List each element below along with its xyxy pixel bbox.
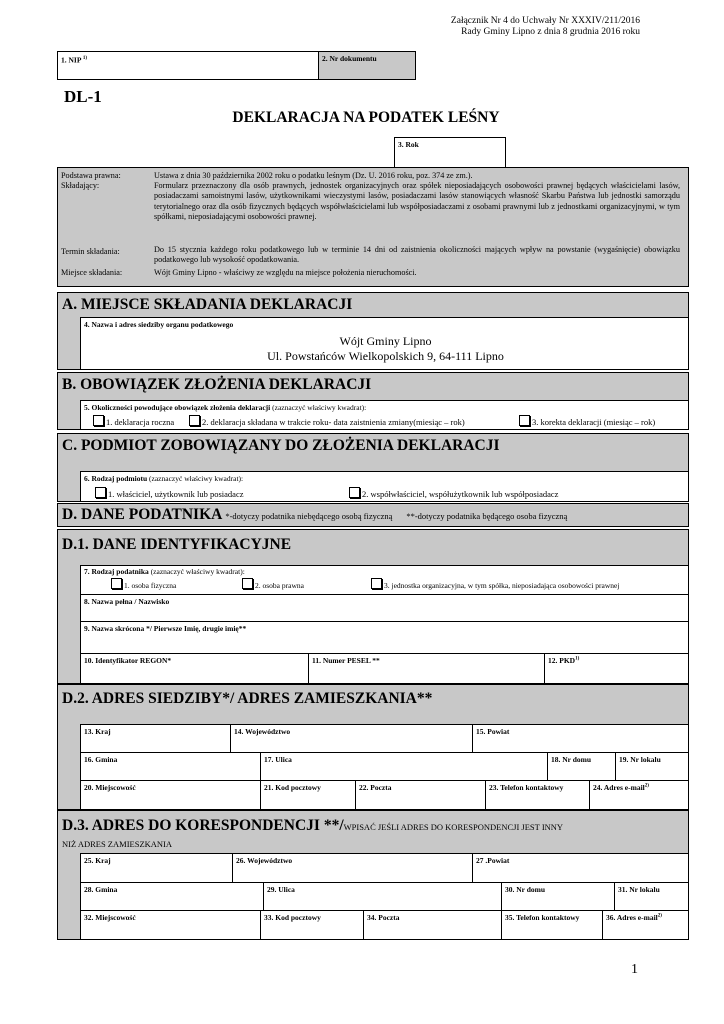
attachment-line-2: Rady Gminy Lipno z dnia 8 grudnia 2016 roku — [461, 27, 640, 37]
section-d3-title: D.3. ADRES DO KORESPONDENCJI **/WPISAĆ JEŚLI ADRES DO KORESPONDENCJI JEST INNY — [62, 817, 564, 834]
corr-flat-number-label: 31. Nr lokalu — [618, 885, 660, 894]
county-field[interactable] — [473, 725, 690, 752]
taxpayer-type-option-1[interactable]: 1. osoba fizyczna — [111, 578, 176, 590]
corr-post-office-label: 34. Poczta — [367, 913, 400, 922]
section-b-title: B. OBOWIĄZEK ZŁOŻENIA DEKLARACJI — [62, 376, 372, 393]
checkbox-icon[interactable] — [111, 578, 122, 589]
corr-city-label: 32. Miejscowość — [84, 913, 136, 922]
section-d1-title: D.1. DANE IDENTYFIKACYJNE — [62, 536, 292, 553]
regon-label: 10. Identyfikator REGON* — [84, 656, 172, 665]
address-row-1 — [80, 724, 689, 753]
voivodeship-field[interactable] — [231, 725, 473, 752]
section-d1 — [57, 529, 689, 684]
commune-field[interactable] — [81, 753, 261, 780]
section-d-note-2: **-dotyczy podatnika będącego osoba fizyczną — [406, 511, 568, 521]
section-d3-note-line-2: NIŻ ADRES ZAMIESZKANIA — [62, 839, 173, 849]
county-label: 15. Powiat — [476, 727, 510, 736]
checkbox-icon[interactable] — [242, 578, 253, 589]
obligation-field — [80, 400, 689, 430]
city-field[interactable] — [81, 781, 261, 809]
document-number-field — [318, 51, 416, 80]
section-d — [57, 503, 689, 527]
corr-voivodeship-field[interactable] — [233, 854, 473, 882]
taxpayer-type-label: 7. Rodzaj podatnika (zaznaczyć właściwy kwadrat): — [84, 567, 245, 576]
section-b — [57, 372, 689, 430]
address-row-2 — [80, 752, 689, 781]
office-line-2: Ul. Powstańców Wielkopolskich 9, 64-111 Lipno — [267, 349, 504, 363]
office-field — [80, 317, 689, 370]
address-row-3 — [80, 780, 689, 810]
short-name-field[interactable] — [80, 621, 689, 654]
subject-label: 6. Rodzaj podmiotu (zaznaczyć właściwy kwadrat): — [84, 474, 244, 483]
corr-email-field[interactable] — [603, 911, 690, 939]
corr-house-number-label: 30. Nr domu — [505, 885, 546, 894]
country-label: 13. Kraj — [84, 727, 111, 736]
subject-option-1[interactable]: 1. właściciel, użytkownik lub posiadacz — [95, 487, 244, 499]
email-label: 24. Adres e-mail$^{2)}$ — [593, 783, 649, 792]
street-field[interactable] — [261, 753, 548, 780]
corr-email-label: 36. Adres e-mail$^{2)}$ — [606, 913, 662, 922]
checkbox-icon[interactable] — [95, 487, 106, 498]
corr-country-label: 25. Kraj — [84, 856, 111, 865]
corr-commune-field[interactable] — [81, 883, 264, 910]
correspondence-row-2 — [80, 882, 689, 911]
checkbox-icon[interactable] — [93, 415, 104, 426]
voivodeship-label: 14. Województwo — [234, 727, 291, 736]
corr-voivodeship-label: 26. Województwo — [236, 856, 293, 865]
form-code: DL-1 — [64, 87, 102, 106]
postal-code-label: 21. Kod pocztowy — [264, 783, 321, 792]
page-title: DEKLARACJA NA PODATEK LEŚNY — [232, 109, 500, 126]
corr-post-office-field[interactable] — [364, 911, 502, 939]
corr-postal-code-label: 33. Kod pocztowy — [264, 913, 321, 922]
subject-option-2[interactable]: 2. współwłaściciel, współużytkownik lub współposiadacz — [349, 487, 558, 499]
corr-phone-field[interactable] — [502, 911, 603, 939]
corr-street-label: 29. Ulica — [267, 885, 295, 894]
corr-country-field[interactable] — [81, 854, 233, 882]
pesel-label: 11. Numer PESEL ** — [312, 656, 380, 665]
correspondence-row-3 — [80, 910, 689, 940]
nip-field[interactable] — [57, 51, 319, 80]
place-text: Wójt Gminy Lipno - właściwy ze względu na miejsce położenia nieruchomości. — [154, 268, 417, 277]
office-line-1: Wójt Gminy Lipno — [339, 334, 432, 348]
post-office-label: 22. Poczta — [359, 783, 392, 792]
section-d3 — [57, 810, 689, 940]
checkbox-icon[interactable] — [189, 415, 200, 426]
office-label: 4. Nazwa i adres siedziby organu podatkowego — [84, 320, 234, 329]
nip-label: 1. NIP $^{1)}$ — [61, 55, 88, 65]
section-a-title: A. MIEJSCE SKŁADANIA DEKLARACJI — [62, 296, 353, 313]
pkd-label: 12. PKD$^{1)}$ — [548, 656, 580, 665]
email-field[interactable] — [590, 781, 690, 809]
section-d2-title: D.2. ADRES SIEDZIBY*/ ADRES ZAMIESZKANIA** — [62, 690, 433, 707]
short-name-label: 9. Nazwa skrócona */ Pierwsze Imię, drugie imię** — [84, 624, 247, 633]
corr-postal-code-field[interactable] — [261, 911, 364, 939]
country-field[interactable] — [81, 725, 231, 752]
corr-flat-number-field[interactable] — [615, 883, 690, 910]
corr-city-field[interactable] — [81, 911, 261, 939]
flat-number-field[interactable] — [616, 753, 690, 780]
obligation-option-3[interactable]: 3. korekta deklaracji (miesiąc – rok) — [519, 415, 655, 427]
correspondence-row-1 — [80, 853, 689, 883]
taxpayer-type-field — [80, 565, 689, 595]
filer-label: Składający: — [61, 181, 100, 190]
house-number-field[interactable] — [548, 753, 616, 780]
document-number-label: 2. Nr dokumentu — [322, 54, 377, 63]
attachment-line-1: Załącznik Nr 4 do Uchwały Nr XXXIV/211/2016 — [450, 16, 640, 26]
phone-field[interactable] — [486, 781, 590, 809]
subject-field — [80, 471, 689, 502]
checkbox-icon[interactable] — [349, 487, 360, 498]
corr-street-field[interactable] — [264, 883, 502, 910]
attachment-note — [451, 16, 640, 38]
section-c — [57, 433, 689, 502]
filer-text: Formularz przeznaczony dla osób prawnych, jednostek organizacyjnych oraz spółek nieposiadających osobowości prawnej będących właścicielami lasów, posiadaczami samoistnymi lasów, użytkownikami wieczystymi lasów, posiadaczami lasów stanowiących własność Skarbu Państwa lub jednostki samorządu terytorialnego oraz dla osób fizycznych będących współwłaścicielami lub współposiadaczami z osobami prawnymi lub z jednostkami organizacyjnymi, w tym spółkami, nieposiadającymi osobowości prawnej. — [154, 181, 680, 221]
deadline-label: Termin składania: — [61, 247, 120, 256]
taxpayer-type-option-2[interactable]: 2. osoba prawna — [242, 578, 304, 590]
corr-county-field[interactable] — [473, 854, 690, 882]
commune-label: 16. Gmina — [84, 755, 118, 764]
year-field[interactable] — [394, 137, 506, 168]
legal-basis-label: Podstawa prawna: — [61, 171, 121, 180]
pesel-field[interactable] — [309, 654, 545, 683]
taxpayer-type-option-3[interactable]: 3. jednostka organizacyjna, w tym spółka, nieposiadająca osobowości prawnej — [371, 578, 619, 590]
full-name-field[interactable] — [80, 594, 689, 622]
postal-code-field[interactable] — [261, 781, 356, 809]
checkbox-icon[interactable] — [519, 415, 530, 426]
corr-house-number-field[interactable] — [502, 883, 615, 910]
place-label: Miejsce składania: — [61, 268, 123, 277]
city-label: 20. Miejscowość — [84, 783, 136, 792]
corr-county-label: 27 .Powiat — [476, 856, 510, 865]
pkd-field[interactable] — [545, 654, 690, 683]
flat-number-label: 19. Nr lokalu — [619, 755, 661, 764]
section-d-title: D. DANE PODATNIKA *-dotyczy podatnika niebędącego osobą fizyczną **-dotyczy podatnika będącego osoba fizyczną — [62, 506, 568, 523]
obligation-option-1[interactable]: 1. deklaracja roczna — [93, 415, 174, 427]
year-label: 3. Rok — [398, 140, 419, 149]
checkbox-icon[interactable] — [371, 578, 382, 589]
info-block — [57, 167, 689, 287]
full-name-label: 8. Nazwa pełna / Nazwisko — [84, 597, 170, 606]
obligation-option-2[interactable]: 2. deklaracja składana w trakcie roku- data zaistnienia zmiany(miesiąc – rok) — [189, 415, 465, 427]
section-a — [57, 292, 689, 370]
house-number-label: 18. Nr domu — [551, 755, 592, 764]
regon-field[interactable] — [81, 654, 309, 683]
section-d3-note-line-1: WPISAĆ JEŚLI ADRES DO KORESPONDENCJI JEST INNY — [343, 822, 564, 832]
page-number: 1 — [631, 962, 638, 977]
corr-commune-label: 28. Gmina — [84, 885, 118, 894]
section-c-title: C. PODMIOT ZOBOWIĄZANY DO ZŁOŻENIA DEKLARACJI — [62, 437, 500, 454]
obligation-label: 5. Okoliczności powodujące obowiązek złożenia deklaracji (zaznaczyć właściwy kwadrat): — [84, 403, 367, 412]
deadline-text: Do 15 stycznia każdego roku podatkowego lub w terminie 14 dni od zaistnienia okoliczności mających wpływ na powstanie (wygaśnięcie) obowiązku podatkowego lub wysokość opodatkowania. — [154, 245, 680, 265]
street-label: 17. Ulica — [264, 755, 292, 764]
section-d2 — [57, 684, 689, 810]
post-office-field[interactable] — [356, 781, 486, 809]
legal-basis-text: Ustawa z dnia 30 października 2002 roku o podatku leśnym (Dz. U. 2016 roku, poz. 374 ze zm.). — [154, 171, 473, 180]
section-d-note-1: *-dotyczy podatnika niebędącego osobą fizyczną — [225, 511, 393, 521]
corr-phone-label: 35. Telefon kontaktowy — [505, 913, 580, 922]
phone-label: 23. Telefon kontaktowy — [489, 783, 564, 792]
id-numbers-row — [80, 653, 689, 684]
